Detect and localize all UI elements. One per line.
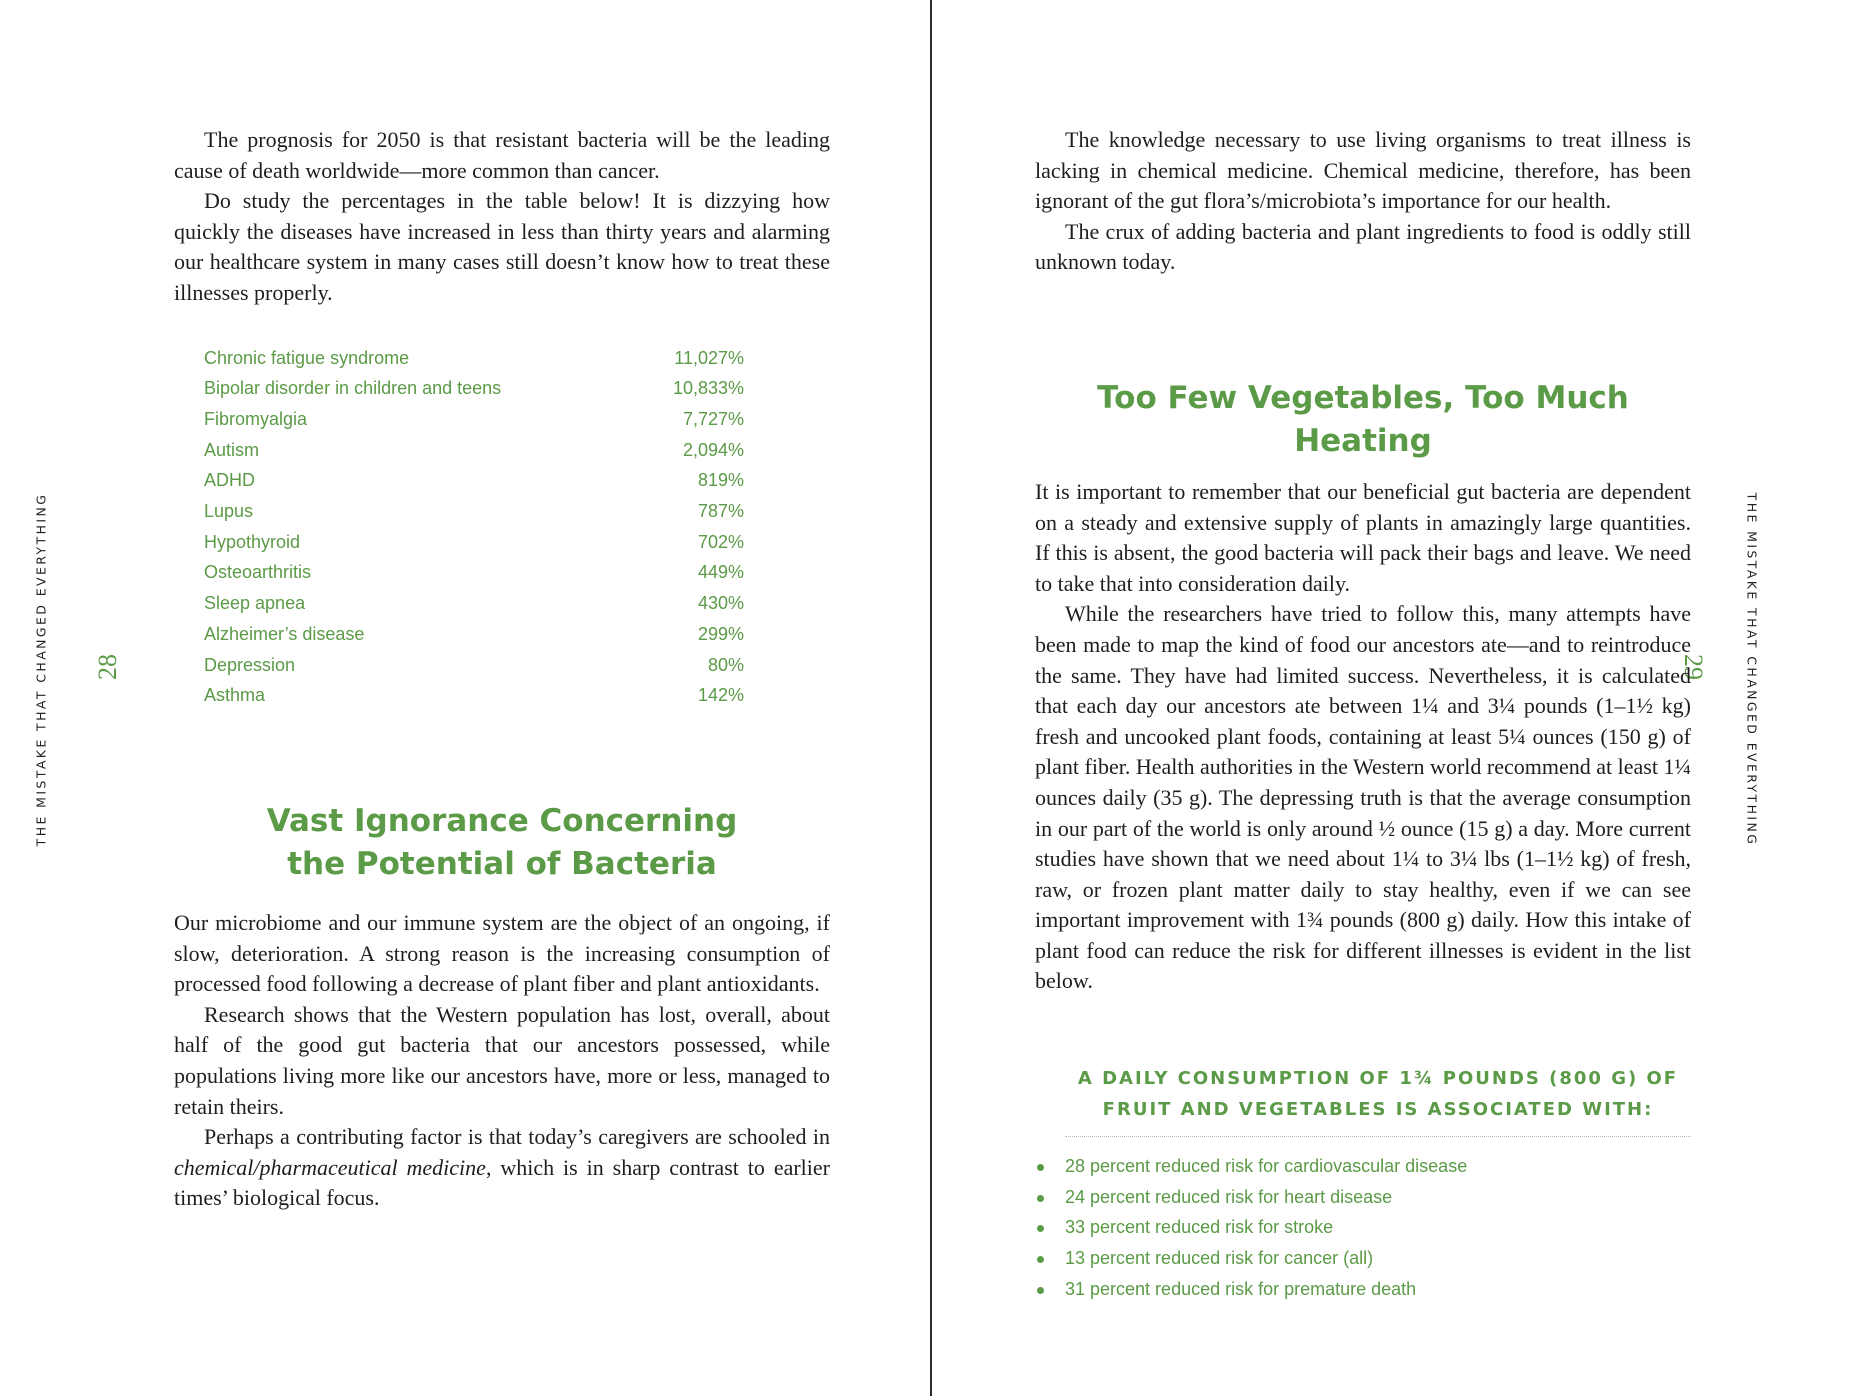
disease-value: 80% bbox=[707, 654, 744, 675]
intro-paragraph: The knowledge necessary to use living organisms to treat illness is lacking in chemical medicine. Chemical medicine, therefore, has been ignorant of the gut flora’s/microbiota’s importance for our health. bbox=[1035, 127, 1691, 214]
list-item bbox=[1035, 1212, 1691, 1243]
table-row bbox=[204, 496, 744, 527]
disease-value: 702% bbox=[697, 531, 744, 552]
section-heading-right: Too Few Vegetables, Too Much Heating bbox=[1097, 379, 1629, 459]
bullet-dot-icon bbox=[1037, 1164, 1044, 1171]
table-row bbox=[204, 435, 744, 466]
table-row bbox=[204, 680, 744, 711]
box-heading-line: A DAILY CONSUMPTION OF 1¾ POUNDS (800 G) OF bbox=[1077, 1068, 1679, 1090]
table-row bbox=[204, 373, 744, 404]
list-item-text: 24 percent reduced risk for heart disease bbox=[1065, 1186, 1393, 1207]
intro-paragraph: The crux of adding bacteria and plant ingredients to food is oddly still unknown today. bbox=[1035, 218, 1691, 275]
right-page bbox=[932, 0, 1862, 1396]
disease-value: 819% bbox=[697, 470, 744, 491]
disease-name: Bipolar disorder in children and teens bbox=[204, 378, 502, 399]
list-item-text: 33 percent reduced risk for stroke bbox=[1065, 1217, 1334, 1238]
list-item-text: 31 percent reduced risk for premature death bbox=[1065, 1278, 1417, 1299]
list-item bbox=[1035, 1182, 1691, 1213]
disease-name: Depression bbox=[204, 654, 296, 675]
list-item bbox=[1035, 1151, 1691, 1182]
right-text-column bbox=[1035, 125, 1691, 1305]
table-row bbox=[204, 527, 744, 558]
page-number-left: 28 bbox=[93, 654, 122, 680]
disease-table bbox=[204, 343, 744, 711]
disease-name: Alzheimer’s disease bbox=[204, 623, 365, 644]
bullet-dot-icon bbox=[1037, 1225, 1044, 1232]
bullet-dot-icon bbox=[1037, 1287, 1044, 1294]
table-row bbox=[204, 650, 744, 681]
table-row bbox=[204, 465, 744, 496]
disease-name: ADHD bbox=[204, 470, 256, 491]
body-paragraph: Our microbiome and our immune system are the object of an ongoing, if slow, deterioration. A strong reason is the increasing consumption of processed food following a decrease of plant fiber and plant antioxidants. bbox=[174, 910, 830, 997]
paragraph-text: , which is in sharp contrast to earlier times’ biological focus. bbox=[174, 1154, 830, 1211]
disease-value: 11,027% bbox=[674, 347, 744, 368]
box-heading-line: FRUIT AND VEGETABLES IS ASSOCIATED WITH: bbox=[1102, 1098, 1654, 1120]
page-number-right: 29 bbox=[1679, 654, 1708, 680]
disease-name: Osteoarthritis bbox=[204, 562, 312, 583]
disease-name: Sleep apnea bbox=[204, 593, 306, 614]
body-paragraph: Research shows that the Western population has lost, overall, about half of the good gut bacteria that our ancestors possessed, while populations living more like our ancestors have, more or less, managed to retain theirs. bbox=[174, 1001, 830, 1119]
table-row bbox=[204, 619, 744, 650]
disease-name: Asthma bbox=[204, 685, 266, 706]
disease-value: 2,094% bbox=[682, 439, 744, 460]
list-item-text: 28 percent reduced risk for cardiovascular disease bbox=[1065, 1156, 1468, 1177]
intro-paragraph: Do study the percentages in the table below! It is dizzying how quickly the diseases have increased in less than thirty years and alarming our healthcare system in many cases still doesn’t know how to treat these illnesses properly. bbox=[174, 188, 830, 305]
disease-name: Hypothyroid bbox=[204, 531, 301, 552]
disease-value: 10,833% bbox=[672, 378, 744, 399]
bullet-dot-icon bbox=[1037, 1195, 1044, 1202]
body-paragraph: While the researchers have tried to follow this, many attempts have been made to map the kind of food our ancestors ate—and to reintroduce the same. They have had limited success. Nevertheless, it is calculated that each day our ancestors ate between 1¼ and 3¼ pounds (1–1½ kg) fresh and uncooked plant foods, containing at least 5¼ ounces (150 g) of plant fiber. Health authorities in the Western world recommend at least 1¼ ounces daily (35 g). The depressing truth is that the average consumption in our part of the world is only around ½ ounce (15 g) a day. More current studies have shown that we need about 1¼ to 3¼ lbs (1–1½ kg) of fresh, raw, or frozen plant matter daily to stay healthy, even if we can see important improvement with 1¾ pounds (800 g) daily. How this intake of plant food can reduce the risk for different illnesses is evident in the list below. bbox=[1035, 601, 1691, 994]
disease-value: 430% bbox=[697, 593, 744, 614]
section-heading-line: the Potential of Bacteria bbox=[287, 846, 717, 882]
disease-name: Lupus bbox=[204, 501, 254, 522]
paragraph-text: Perhaps a contributing factor is that today’s caregivers are schooled in bbox=[204, 1124, 830, 1150]
disease-value: 7,727% bbox=[682, 408, 744, 429]
disease-value: 142% bbox=[697, 685, 744, 706]
section-heading-left bbox=[174, 800, 830, 886]
italic-term: chemical/pharmaceutical medicine bbox=[174, 1154, 486, 1180]
disease-name: Autism bbox=[204, 439, 260, 460]
disease-name: Fibromyalgia bbox=[204, 408, 308, 429]
table-row bbox=[204, 557, 744, 588]
list-item-text: 13 percent reduced risk for cancer (all) bbox=[1065, 1248, 1374, 1269]
left-page bbox=[0, 0, 930, 1396]
body-paragraph: It is important to remember that our beneficial gut bacteria are dependent on a steady and extensive supply of plants in amazingly large quantities. If this is absent, the good bacteria will pack their bags and leave. We need to take that into consideration daily. bbox=[1035, 478, 1691, 596]
benefit-list bbox=[1035, 1151, 1691, 1305]
dotted-divider bbox=[1065, 1136, 1691, 1137]
table-row bbox=[204, 404, 744, 435]
running-head-left: THE MISTAKE THAT CHANGED EVERYTHING bbox=[33, 492, 49, 847]
sidebar-box-heading bbox=[1065, 1064, 1691, 1125]
body-paragraph bbox=[174, 1122, 830, 1214]
section-heading-line: Vast Ignorance Concerning bbox=[266, 803, 738, 839]
bullet-dot-icon bbox=[1037, 1256, 1044, 1263]
running-head-right: THE MISTAKE THAT CHANGED EVERYTHING bbox=[1744, 492, 1760, 847]
disease-value: 449% bbox=[697, 562, 744, 583]
list-item bbox=[1035, 1274, 1691, 1305]
table-row bbox=[204, 588, 744, 619]
left-text-column bbox=[174, 125, 830, 1214]
disease-value: 787% bbox=[697, 501, 744, 522]
intro-paragraph: The prognosis for 2050 is that resistant bacteria will be the leading cause of death worldwide—more common than cancer. bbox=[174, 127, 830, 183]
disease-value: 299% bbox=[697, 623, 744, 644]
table-row bbox=[204, 343, 744, 374]
list-item bbox=[1035, 1243, 1691, 1274]
disease-name: Chronic fatigue syndrome bbox=[204, 347, 410, 368]
